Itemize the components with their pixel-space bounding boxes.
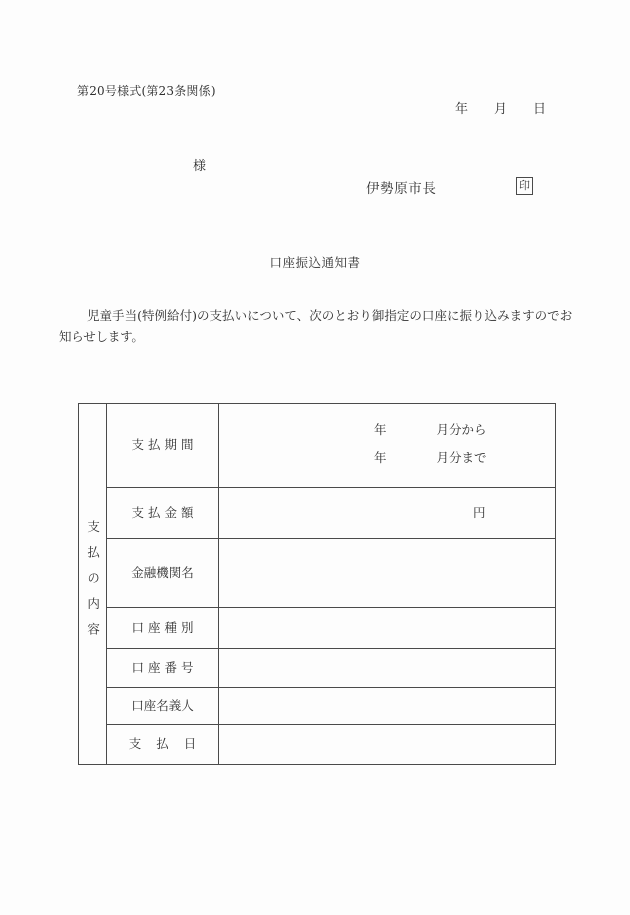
notification-body: 児童手当(特例給付)の支払いについて、次のとおり御指定の口座に振り込みますのでお知らせします。 [59,308,572,344]
row-label-bank-name [107,539,219,607]
account-type-value-cell [219,608,555,648]
payment-period-value-cell [219,404,555,487]
account-holder-value-cell [219,688,555,724]
account-number-value-cell [219,649,555,687]
addressee-suffix: 様 [193,159,207,174]
table-side-header-cell [79,404,107,764]
payment-details-table [78,403,556,765]
payment-amount-value-cell: 円 [473,504,486,520]
row-label-account-holder [107,688,219,724]
date-line: 年 月 日 [455,102,547,117]
row-label-payment-period [107,404,219,487]
row-label-payment-date [107,725,219,764]
table-side-header: 支払の内容 [85,519,101,649]
table-row [107,539,555,608]
sender-name: 伊勢原市長 [366,181,437,197]
bank-name-value-cell [219,539,555,607]
row-label-payment-amount [107,488,219,538]
table-row [107,608,555,649]
table-row [107,649,555,688]
table-row [107,488,555,539]
row-label-text: 支払期間 [131,437,198,453]
form-number: 第20号様式(第23条関係) [77,84,216,98]
row-label-text: 金融機関名 [131,564,194,580]
document-title: 口座振込通知書 [269,255,361,270]
row-label-account-number [107,649,219,687]
table-row [107,688,555,725]
payment-date-value-cell [219,725,555,764]
row-label-text: 口座種別 [131,619,198,635]
table-row [107,404,555,488]
row-label-text: 支払日 [128,736,212,752]
table-main [107,404,555,764]
seal-mark: 印 [516,177,533,195]
row-label-text: 口座番号 [131,659,198,675]
payment-period-to: 年 月分まで [374,450,487,465]
payment-period-from: 年 月分から [374,422,487,437]
row-label-account-type [107,608,219,648]
row-label-text: 支払金額 [131,504,198,520]
row-label-text: 口座名義人 [131,697,194,713]
table-row [107,725,555,764]
